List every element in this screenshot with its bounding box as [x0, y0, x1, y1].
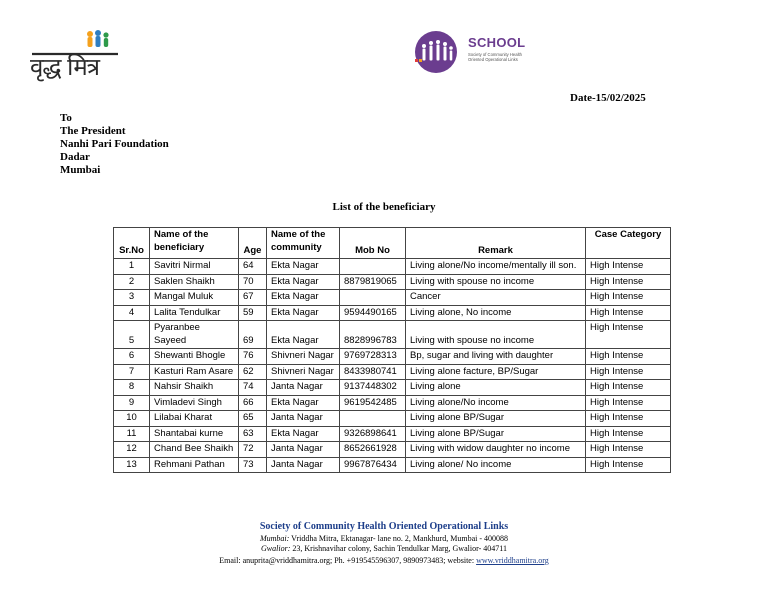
cell-community: Janta Nagar: [267, 442, 340, 458]
cell-mob: 9967876434: [340, 457, 406, 473]
cell-sr: 7: [114, 364, 150, 380]
table-row: [114, 442, 671, 458]
cell-remark: Cancer: [406, 290, 586, 306]
table-row: [114, 380, 671, 396]
cell-mob: 9137448302: [340, 380, 406, 396]
cell-sr: 6: [114, 349, 150, 365]
cell-community: Ekta Nagar: [267, 274, 340, 290]
cell-category: High Intense: [586, 457, 671, 473]
table-row: [114, 274, 671, 290]
list-title: List of the beneficiary: [332, 201, 436, 213]
cell-name: Mangal Muluk: [150, 290, 239, 306]
cell-category: High Intense: [586, 380, 671, 396]
cell-category: High Intense: [586, 426, 671, 442]
cell-remark: Living alone facture, BP/Sugar: [406, 364, 586, 380]
cell-remark: Living alone/No income: [406, 395, 586, 411]
cell-age: 74: [239, 380, 267, 396]
cell-community: Ekta Nagar: [267, 305, 340, 321]
school-logo-emblem: [412, 30, 464, 76]
cell-age: 63: [239, 426, 267, 442]
cell-age: 72: [239, 442, 267, 458]
table-row: [114, 411, 671, 427]
cell-name: Saklen Shaikh: [150, 274, 239, 290]
beneficiary-table: [113, 227, 671, 473]
cell-name: Vimladevi Singh: [150, 395, 239, 411]
cell-age: 64: [239, 259, 267, 275]
footer-mumbai-text: Vriddha Mitra, Ektanagar- lane no. 2, Mankhurd, Mumbai - 400088: [291, 534, 509, 543]
cell-mob: 9326898641: [340, 426, 406, 442]
cell-mob: 9769728313: [340, 349, 406, 365]
cell-sr: 12: [114, 442, 150, 458]
school-logo-subtitle: Society of Community Health Oriented Operational Links: [468, 52, 522, 62]
letter-date: Date-15/02/2025: [570, 92, 646, 104]
table-row: [114, 364, 671, 380]
cell-remark: Living with widow daughter no income: [406, 442, 586, 458]
cell-age: 73: [239, 457, 267, 473]
cell-category: High Intense: [586, 411, 671, 427]
table-header-row: [114, 228, 671, 259]
cell-remark: Living alone BP/Sugar: [406, 411, 586, 427]
cell-remark: Living alone BP/Sugar: [406, 426, 586, 442]
cell-age: 67: [239, 290, 267, 306]
address-line-2: Nanhi Pari Foundation: [60, 138, 169, 150]
cell-mob: 8828996783: [340, 321, 406, 349]
cell-name: Nahsir Shaikh: [150, 380, 239, 396]
cell-mob: [340, 411, 406, 427]
cell-age: 66: [239, 395, 267, 411]
header-remark: Remark: [406, 228, 586, 259]
footer-contact: [0, 556, 768, 565]
cell-community: Shivneri Nagar: [267, 364, 340, 380]
cell-remark: Living alone: [406, 380, 586, 396]
cell-community: Ekta Nagar: [267, 395, 340, 411]
cell-community: Ekta Nagar: [267, 259, 340, 275]
cell-category: High Intense: [586, 349, 671, 365]
cell-age: 62: [239, 364, 267, 380]
cell-age: 69: [239, 321, 267, 349]
header-mob-no: Mob No: [340, 228, 406, 259]
table-row: [114, 290, 671, 306]
header-case-category: Case Category: [586, 228, 671, 259]
table-row: [114, 259, 671, 275]
cell-sr: 13: [114, 457, 150, 473]
cell-name: Chand Bee Shaikh: [150, 442, 239, 458]
table-row: [114, 305, 671, 321]
cell-community: Ekta Nagar: [267, 321, 340, 349]
school-logo: [412, 30, 532, 76]
cell-sr: 3: [114, 290, 150, 306]
cell-name: Lalita Tendulkar: [150, 305, 239, 321]
cell-mob: 8652661928: [340, 442, 406, 458]
address-to: To: [60, 112, 72, 124]
cell-name: Kasturi Ram Asare: [150, 364, 239, 380]
cell-category: High Intense: [586, 274, 671, 290]
cell-name: Savitri Nirmal: [150, 259, 239, 275]
header-age: Age: [239, 228, 267, 259]
table-row: [114, 457, 671, 473]
footer-mumbai-label: Mumbai:: [259, 534, 290, 543]
cell-age: 59: [239, 305, 267, 321]
footer-contact-text: Email: anuprita@vriddhamitra.org; Ph. +919545596307, 9890973483; website:: [219, 556, 475, 565]
cell-sr: 4: [114, 305, 150, 321]
cell-name: Lilabai Kharat: [150, 411, 239, 427]
logo-text: वृद्ध मित्र: [30, 53, 99, 81]
cell-mob: 9594490165: [340, 305, 406, 321]
footer-gwalior-address: [0, 544, 768, 553]
address-line-3: Dadar: [60, 151, 90, 163]
cell-remark: Living alone/No income/mentally ill son.: [406, 259, 586, 275]
cell-remark: Bp, sugar and living with daughter: [406, 349, 586, 365]
cell-community: Janta Nagar: [267, 457, 340, 473]
cell-category: High Intense: [586, 442, 671, 458]
cell-category: High Intense: [586, 395, 671, 411]
footer-org-name: Society of Community Health Oriented Operational Links: [259, 521, 509, 532]
cell-mob: [340, 259, 406, 275]
cell-sr: 10: [114, 411, 150, 427]
header-name: Name of the beneficiary: [150, 228, 239, 259]
footer-gwalior-text: 23, Krishnavihar colony, Sachin Tendulkar Marg, Gwalior- 404711: [292, 544, 507, 553]
cell-remark: Living with spouse no income: [406, 321, 586, 349]
cell-community: Janta Nagar: [267, 411, 340, 427]
address-line-4: Mumbai: [60, 164, 101, 176]
footer-gwalior-label: Gwalior:: [261, 544, 291, 553]
cell-sr: 5: [114, 321, 150, 349]
cell-mob: [340, 290, 406, 306]
table-row: [114, 395, 671, 411]
cell-age: 76: [239, 349, 267, 365]
cell-community: Shivneri Nagar: [267, 349, 340, 365]
recipient-address: [60, 112, 169, 177]
cell-community: Ekta Nagar: [267, 290, 340, 306]
cell-sr: 1: [114, 259, 150, 275]
cell-mob: 8433980741: [340, 364, 406, 380]
table-row: [114, 426, 671, 442]
cell-age: 70: [239, 274, 267, 290]
cell-sr: 8: [114, 380, 150, 396]
cell-remark: Living alone, No income: [406, 305, 586, 321]
table-row: [114, 349, 671, 365]
cell-sr: 9: [114, 395, 150, 411]
cell-remark: Living alone/ No income: [406, 457, 586, 473]
cell-community: Ekta Nagar: [267, 426, 340, 442]
cell-age: 65: [239, 411, 267, 427]
cell-name: Rehmani Pathan: [150, 457, 239, 473]
cell-category: High Intense: [586, 290, 671, 306]
footer-mumbai-address: [0, 534, 768, 543]
cell-category: High Intense: [586, 321, 671, 349]
cell-category: High Intense: [586, 364, 671, 380]
address-line-1: The President: [60, 125, 126, 137]
cell-name: Shewanti Bhogle: [150, 349, 239, 365]
cell-remark: Living with spouse no income: [406, 274, 586, 290]
vriddha-mitra-logo: [28, 28, 124, 88]
school-logo-title: SCHOOL: [468, 35, 526, 50]
footer-website-link[interactable]: www.vriddhamitra.org: [476, 556, 549, 565]
cell-community: Janta Nagar: [267, 380, 340, 396]
table-row: [114, 321, 671, 349]
cell-sr: 11: [114, 426, 150, 442]
cell-category: High Intense: [586, 259, 671, 275]
cell-mob: 9619542485: [340, 395, 406, 411]
cell-name: Shantabai kurne: [150, 426, 239, 442]
header-sr-no: Sr.No: [114, 228, 150, 259]
header-community: Name of the community: [267, 228, 340, 259]
cell-sr: 2: [114, 274, 150, 290]
cell-category: High Intense: [586, 305, 671, 321]
cell-name: Pyaranbee Sayeed: [150, 321, 239, 349]
cell-mob: 8879819065: [340, 274, 406, 290]
